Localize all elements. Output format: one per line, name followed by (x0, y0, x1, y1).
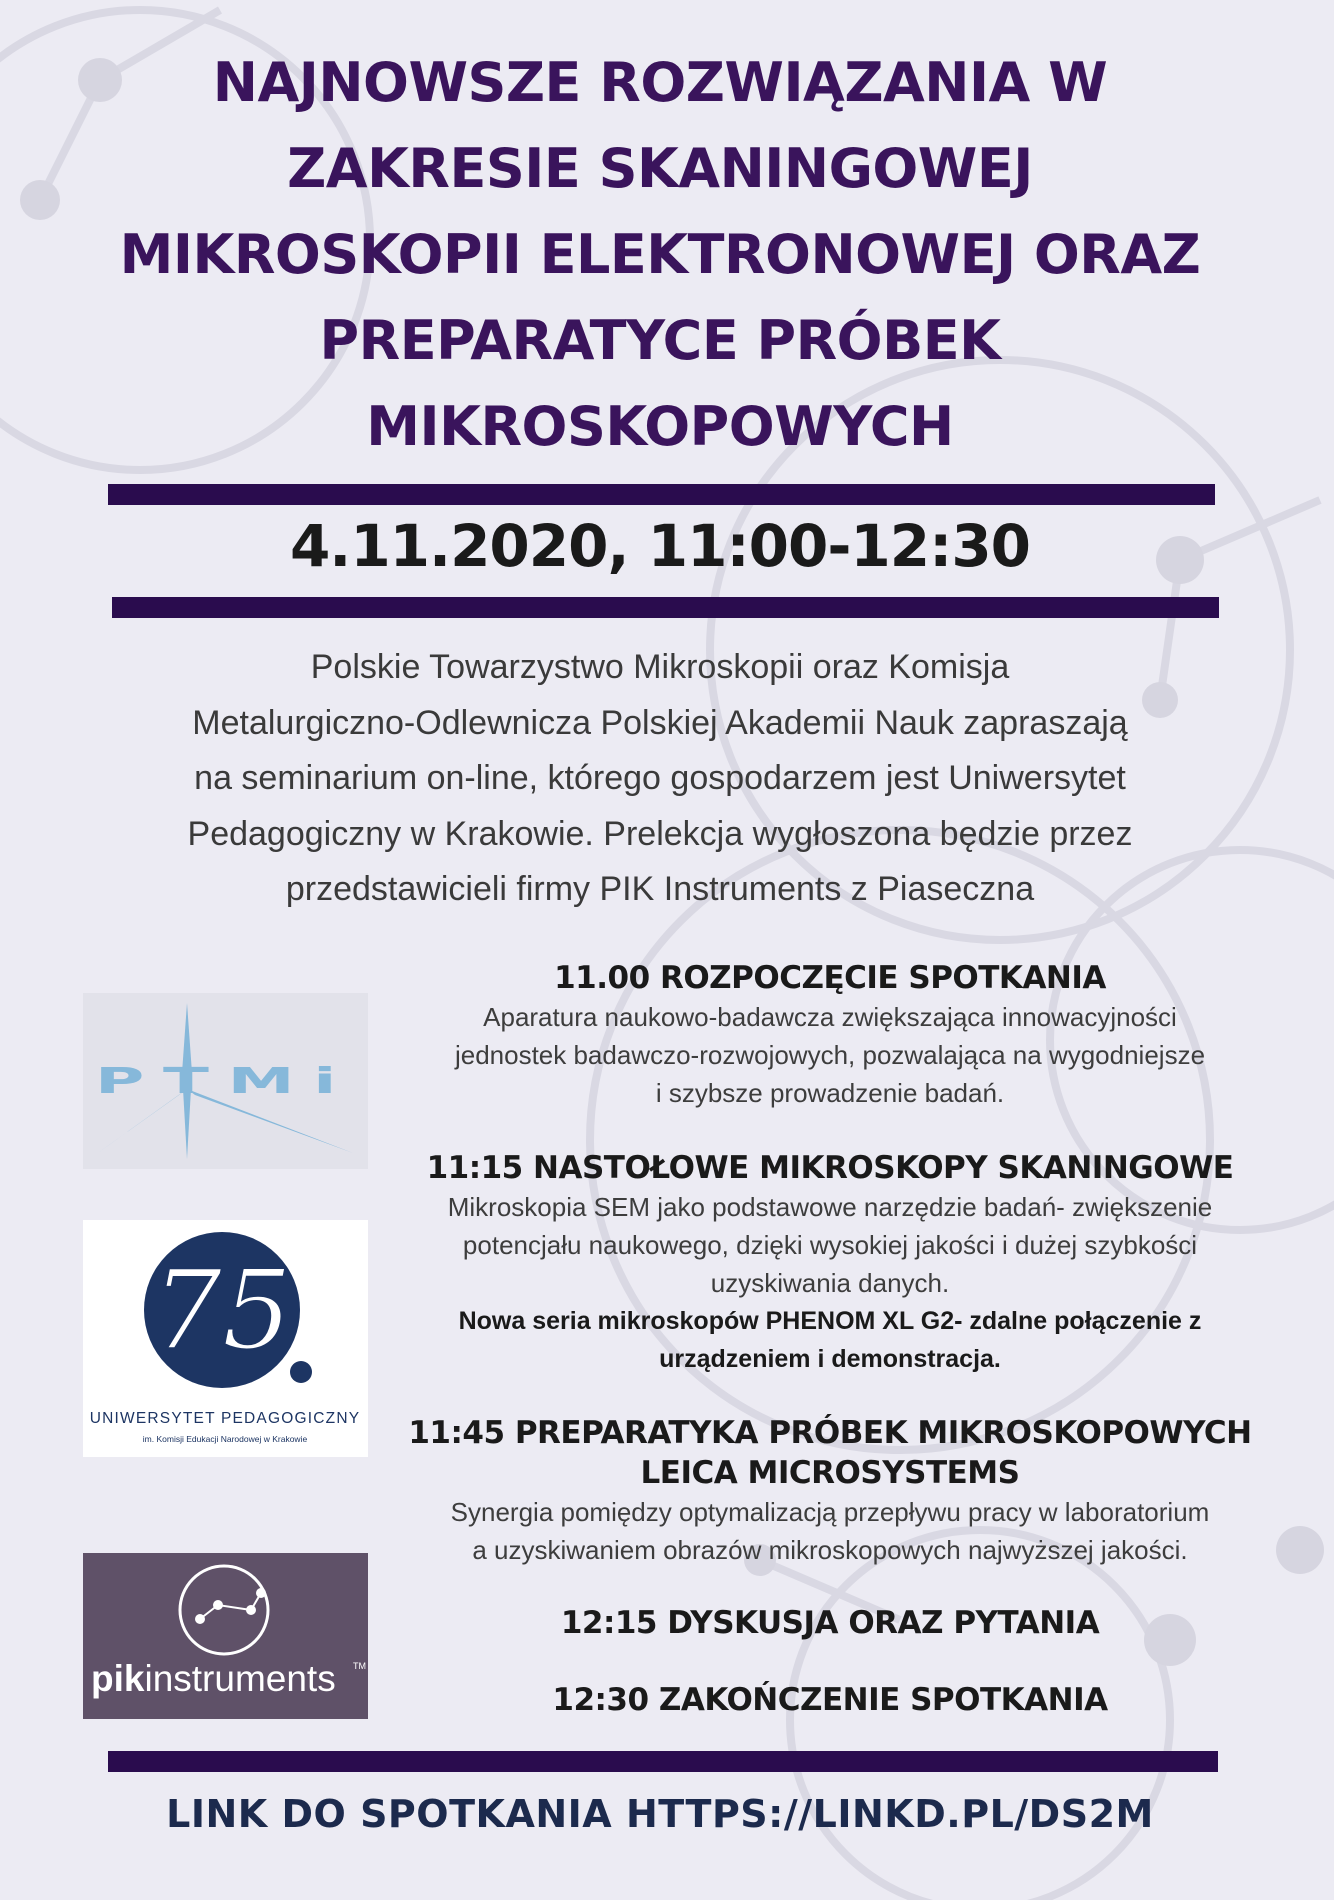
pik-logo-rest: instruments (144, 1658, 336, 1699)
title-line: MIKROSKOPOWYCH (366, 395, 954, 458)
poster-title (60, 40, 1260, 470)
title-line: NAJNOWSZE ROZWIĄZANIA W (212, 51, 1108, 114)
up-logo-number: 75 (152, 1246, 292, 1374)
program-desc-line: uzyskiwania danych. (710, 1268, 950, 1298)
program-heading: 12:30 ZAKOŃCZENIE SPOTKANIA (552, 1682, 1108, 1718)
ptmi-logo (83, 993, 368, 1169)
title-line: MIKROSKOPII ELEKTRONOWEJ ORAZ (119, 223, 1201, 286)
program-bold-line: Nowa seria mikroskopów PHENOM XL G2- zdalne połączenie z (458, 1307, 1202, 1335)
intro-line: przedstawicieli firmy PIK Instruments z Piaseczna (285, 870, 1035, 908)
up-logo (83, 1220, 368, 1457)
program-desc-line: Synergia pomiędzy optymalizacją przepływu pracy w laboratorium (450, 1497, 1210, 1527)
program-heading: 11:15 NASTOŁOWE MIKROSKOPY SKANINGOWE (426, 1150, 1234, 1186)
program-desc-line: i szybsze prowadzenie badań. (655, 1078, 1005, 1108)
program-desc-line: potencjału naukowego, dzięki wysokiej jakości i dużej szybkości (462, 1230, 1198, 1260)
program-item (405, 1413, 1255, 1569)
program-heading: 11:45 PREPARATYKA PRÓBEK MIKROSKOPOWYCH (408, 1415, 1252, 1451)
pik-instruments-logo (83, 1553, 368, 1719)
intro-line: Metalurgiczno-Odlewnicza Polskiej Akademii Nauk zapraszają (192, 703, 1128, 742)
ptmi-logo-text: PTMi (95, 1061, 355, 1102)
up-logo-subtitle: im. Komisji Edukacji Narodowej w Krakowie (142, 1434, 308, 1444)
event-date: 4.11.2020, 11:00-12:30 (289, 512, 1031, 580)
pik-logo-bold: pik (91, 1658, 145, 1699)
program-item (405, 1148, 1255, 1378)
up-logo-name: UNIWERSYTET PEDAGOGICZNY (89, 1410, 361, 1427)
intro-line: Pedagogiczny w Krakowie. Prelekcja wygłoszona będzie przez (187, 814, 1133, 853)
title-line: ZAKRESIE SKANINGOWEJ (287, 137, 1033, 200)
pik-logo-mark (83, 1553, 368, 1719)
up-logo-mark (83, 1220, 368, 1457)
program-desc-line: jednostek badawczo-rozwojowych, pozwalająca na wygodniejsze (454, 1040, 1206, 1070)
intro-line: na seminarium on-line, którego gospodarzem jest Uniwersytet (194, 759, 1126, 797)
divider-top (108, 484, 1215, 505)
intro-line: Polskie Towarzystwo Mikroskopii oraz Komisja (310, 648, 1010, 686)
program-item (405, 1603, 1255, 1643)
program-bold-line: urządzeniem i demonstracja. (659, 1345, 1001, 1373)
title-line: PREPARATYCE PRÓBEK (319, 309, 1001, 372)
program-heading: 11.00 ROZPOCZĘCIE SPOTKANIA (554, 960, 1106, 996)
program-heading: 12:15 DYSKUSJA ORAZ PYTANIA (560, 1605, 1100, 1641)
divider-date (112, 597, 1219, 618)
program-desc-line: Aparatura naukowo-badawcza zwiększająca innowacyjności (483, 1002, 1177, 1032)
meeting-link[interactable]: LINK DO SPOTKANIA HTTPS://LINKD.PL/DS2M (166, 1792, 1154, 1836)
pik-logo-tm: TM (353, 1661, 366, 1671)
program-heading: LEICA MICROSYSTEMS (640, 1455, 1020, 1491)
program-item (405, 958, 1255, 1112)
program-desc-line: Mikroskopia SEM jako podstawowe narzędzie badań- zwiększenie (447, 1192, 1213, 1222)
program-desc-line: a uzyskiwaniem obrazów mikroskopowych najwyższej jakości. (472, 1535, 1188, 1565)
program-item (405, 1680, 1255, 1720)
ptmi-logo-mark (83, 993, 368, 1169)
divider-bottom (108, 1751, 1218, 1772)
intro-text (100, 640, 1220, 918)
pik-logo-text (91, 1658, 336, 1699)
